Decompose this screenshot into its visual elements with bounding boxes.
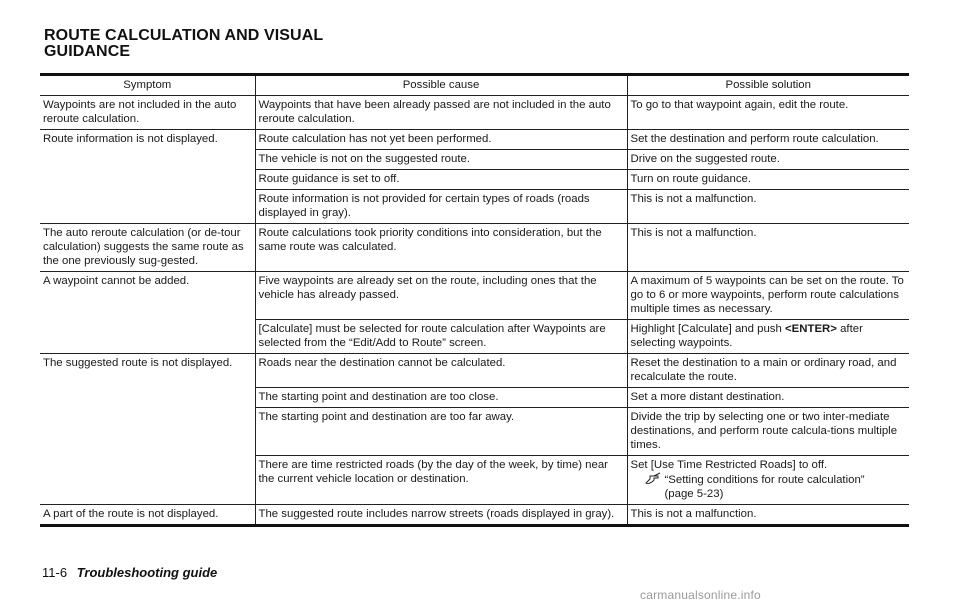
- table-header-row: [40, 75, 909, 96]
- solution-cell: [627, 456, 909, 505]
- solution-cell: To go to that waypoint again, edit the route.: [627, 96, 909, 130]
- cause-cell: There are time restricted roads (by the day of the week, by time) near the current vehicle location or destination.: [255, 456, 627, 505]
- cause-cell: Roads near the destination cannot be calculated.: [255, 354, 627, 388]
- cause-cell: [Calculate] must be selected for route calculation after Waypoints are selected from the “Edit/Add to Route” screen.: [255, 320, 627, 354]
- cause-cell: Route calculations took priority conditions into consideration, but the same route was calculated.: [255, 224, 627, 272]
- column-header-symptom: Symptom: [40, 75, 255, 96]
- cause-cell: Five waypoints are already set on the route, including ones that the vehicle has already passed.: [255, 272, 627, 320]
- troubleshooting-table: [40, 73, 909, 527]
- cause-cell: Route information is not provided for certain types of roads (roads displayed in gray).: [255, 190, 627, 224]
- solution-cell: Drive on the suggested route.: [627, 150, 909, 170]
- table-row: [40, 130, 909, 150]
- column-header-possible-cause: Possible cause: [255, 75, 627, 96]
- reference-title: “Setting conditions for route calculation”: [664, 474, 865, 486]
- table-row: [40, 354, 909, 388]
- section-title: Troubleshooting guide: [76, 565, 218, 580]
- table-row: [40, 224, 909, 272]
- solution-cell: Reset the destination to a main or ordinary road, and recalculate the route.: [627, 354, 909, 388]
- column-header-possible-solution: Possible solution: [627, 75, 909, 96]
- solution-text: Set [Use Time Restricted Roads] to off.: [630, 459, 828, 471]
- symptom-cell: A part of the route is not displayed.: [40, 505, 255, 526]
- solution-cell: Divide the trip by selecting one or two inter-mediate destinations, and perform route calcula-tions multiple times.: [627, 408, 909, 456]
- symptom-cell: The suggested route is not displayed.: [40, 354, 255, 505]
- solution-text: Highlight [Calculate] and push: [630, 323, 786, 335]
- page-reference: [631, 472, 907, 487]
- watermark: carmanualsonline.info: [640, 588, 761, 602]
- table-row: [40, 505, 909, 526]
- symptom-cell: Route information is not displayed.: [40, 130, 255, 224]
- cause-cell: The suggested route includes narrow streets (roads displayed in gray).: [255, 505, 627, 526]
- symptom-cell: A waypoint cannot be added.: [40, 272, 255, 354]
- symptom-cell: The auto reroute calculation (or de-tour calculation) suggests the same route as the one previously sug-gested.: [40, 224, 255, 272]
- cause-cell: The starting point and destination are too close.: [255, 388, 627, 408]
- solution-cell: Set a more distant destination.: [627, 388, 909, 408]
- cause-cell: Route guidance is set to off.: [255, 170, 627, 190]
- page-heading: [44, 28, 464, 60]
- solution-cell: This is not a malfunction.: [627, 505, 909, 526]
- cause-cell: The starting point and destination are too far away.: [255, 408, 627, 456]
- table-row: [40, 96, 909, 130]
- symptom-cell: Waypoints are not included in the auto reroute calculation.: [40, 96, 255, 130]
- solution-cell: This is not a malfunction.: [627, 190, 909, 224]
- cause-cell: Waypoints that have been already passed are not included in the auto reroute calculation.: [255, 96, 627, 130]
- page-footer: [42, 565, 217, 580]
- heading-line-2: GUIDANCE: [44, 43, 131, 60]
- solution-cell: A maximum of 5 waypoints can be set on the route. To go to 6 or more waypoints, perform route calculations multiple times as necessary.: [627, 272, 909, 320]
- solution-cell: Turn on route guidance.: [627, 170, 909, 190]
- cause-cell: Route calculation has not yet been performed.: [255, 130, 627, 150]
- reference-page: (page 5-23): [664, 488, 724, 500]
- cause-cell: The vehicle is not on the suggested route.: [255, 150, 627, 170]
- solution-cell: [627, 320, 909, 354]
- enter-key-label: <ENTER>: [785, 323, 837, 335]
- table-row: [40, 272, 909, 320]
- heading-line-1: ROUTE CALCULATION AND VISUAL: [44, 27, 324, 44]
- solution-cell: This is not a malfunction.: [627, 224, 909, 272]
- solution-text: after selecting waypoints.: [630, 323, 863, 349]
- pointing-hand-icon: [645, 472, 661, 484]
- page-number: 11-6: [42, 565, 68, 580]
- solution-cell: Set the destination and perform route calculation.: [627, 130, 909, 150]
